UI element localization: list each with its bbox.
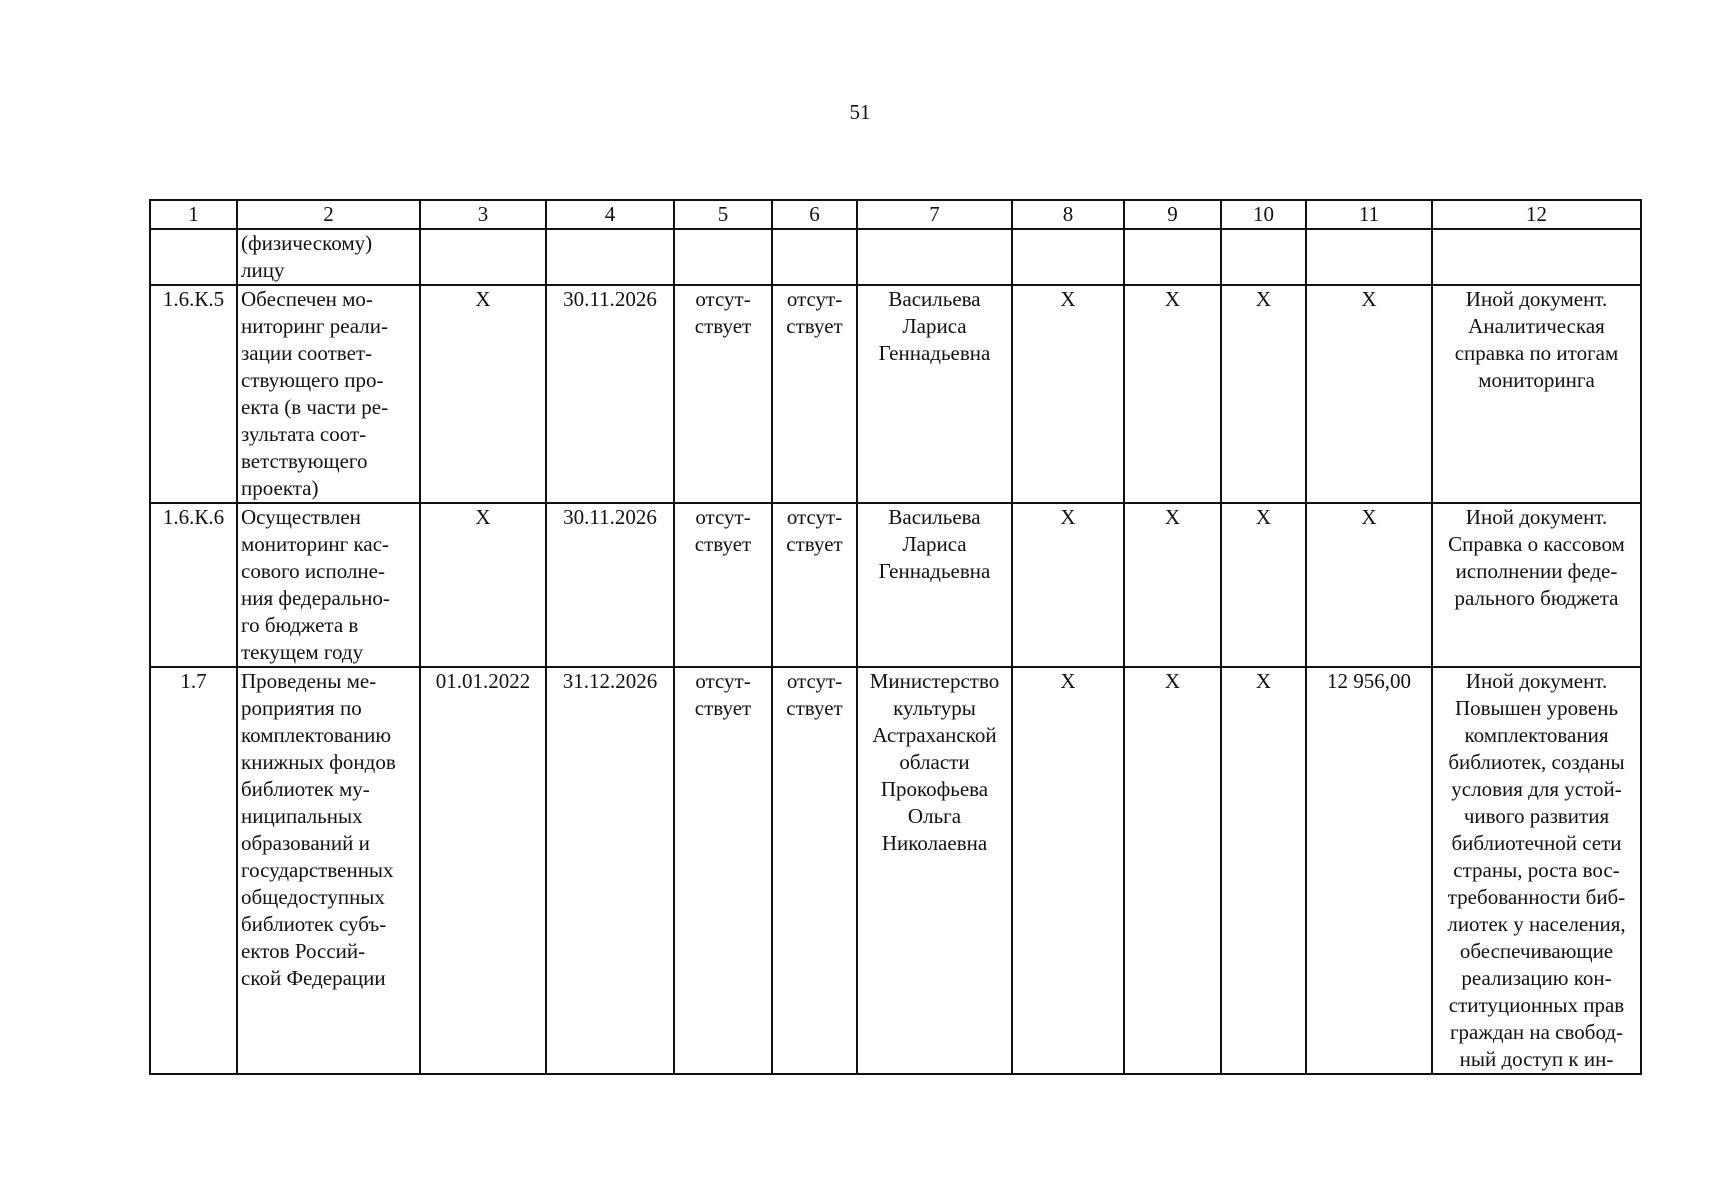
cell-document: Иной документ. Справка о кассовом исполнении феде- рального бюджета (1432, 503, 1641, 667)
cell-col8 (1012, 229, 1124, 285)
cell-col8: X (1012, 503, 1124, 667)
column-header: 4 (546, 200, 674, 229)
cell-responsible: Васильева Лариса Геннадьевна (857, 503, 1012, 667)
cell-description: (физическому) лицу (237, 229, 420, 285)
cell-col8: X (1012, 667, 1124, 1074)
table-header-row (150, 200, 1641, 229)
cell-document (1432, 229, 1641, 285)
cell-responsible (857, 229, 1012, 285)
column-header: 6 (772, 200, 857, 229)
cell-number: 1.6.К.6 (150, 503, 237, 667)
cell-document: Иной документ. Аналитическая справка по итогам мониторинга (1432, 285, 1641, 503)
table-row (150, 667, 1641, 1074)
cell-col6: отсут- ствует (772, 285, 857, 503)
cell-col6: отсут- ствует (772, 503, 857, 667)
table-row (150, 285, 1641, 503)
column-header: 12 (1432, 200, 1641, 229)
cell-document: Иной документ. Повышен уровень комплектования библиотек, созданы условия для устой- чивого развития библиотечной сети страны, роста вос- требованности биб- лиотек у населения, обеспечивающие реализацию кон- ституционных прав граждан на свобод- ный доступ к ин- (1432, 667, 1641, 1074)
cell-col11: X (1306, 285, 1432, 503)
cell-responsible: Министерство культуры Астраханской области Прокофьева Ольга Николаевна (857, 667, 1012, 1074)
column-header: 2 (237, 200, 420, 229)
cell-col11: 12 956,00 (1306, 667, 1432, 1074)
column-header: 1 (150, 200, 237, 229)
cell-col11 (1306, 229, 1432, 285)
table-row (150, 229, 1641, 285)
cell-col9: X (1124, 285, 1221, 503)
cell-col5 (674, 229, 772, 285)
column-header: 3 (420, 200, 546, 229)
column-header: 9 (1124, 200, 1221, 229)
cell-col5: отсут- ствует (674, 503, 772, 667)
cell-col6 (772, 229, 857, 285)
column-header: 7 (857, 200, 1012, 229)
column-header: 10 (1221, 200, 1306, 229)
cell-number: 1.7 (150, 667, 237, 1074)
document-table (149, 199, 1642, 1075)
page-number: 51 (849, 100, 871, 124)
cell-description: Осуществлен мониторинг кас- сового исполне- ния федерально- го бюджета в текущем году (237, 503, 420, 667)
cell-col10: X (1221, 667, 1306, 1074)
cell-col9 (1124, 229, 1221, 285)
cell-end-date: 30.11.2026 (546, 503, 674, 667)
cell-number (150, 229, 237, 285)
cell-col9: X (1124, 503, 1221, 667)
cell-col8: X (1012, 285, 1124, 503)
cell-col5: отсут- ствует (674, 667, 772, 1074)
cell-end-date: 30.11.2026 (546, 285, 674, 503)
column-header: 8 (1012, 200, 1124, 229)
cell-start-date (420, 229, 546, 285)
cell-col9: X (1124, 667, 1221, 1074)
cell-col5: отсут- ствует (674, 285, 772, 503)
cell-number: 1.6.К.5 (150, 285, 237, 503)
cell-col11: X (1306, 503, 1432, 667)
cell-responsible: Васильева Лариса Геннадьевна (857, 285, 1012, 503)
cell-col10 (1221, 229, 1306, 285)
cell-description: Обеспечен мо- ниторинг реали- зации соответ- ствующего про- екта (в части ре- зультата соот- ветствующего проекта) (237, 285, 420, 503)
column-header: 5 (674, 200, 772, 229)
cell-start-date: X (420, 285, 546, 503)
table-row (150, 503, 1641, 667)
cell-col10: X (1221, 285, 1306, 503)
cell-col6: отсут- ствует (772, 667, 857, 1074)
cell-end-date: 31.12.2026 (546, 667, 674, 1074)
cell-start-date: X (420, 503, 546, 667)
cell-start-date: 01.01.2022 (420, 667, 546, 1074)
cell-end-date (546, 229, 674, 285)
cell-col10: X (1221, 503, 1306, 667)
column-header: 11 (1306, 200, 1432, 229)
cell-description: Проведены ме- роприятия по комплектованию книжных фондов библиотек му- ниципальных образований и государственных общедоступных библиотек субъ- ектов Россий- ской Федерации (237, 667, 420, 1074)
